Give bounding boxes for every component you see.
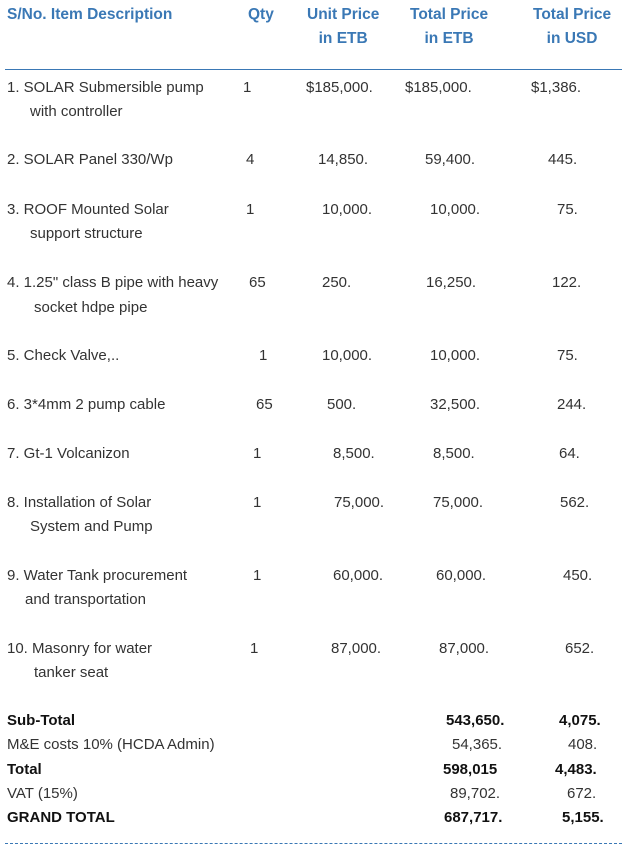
summary-label: Sub-Total bbox=[7, 712, 76, 729]
item-unit-price: 8,500. bbox=[333, 445, 375, 462]
item-total-etb: 10,000. bbox=[430, 201, 481, 218]
item-description: 8. Installation of Solar bbox=[7, 494, 152, 511]
summary-label: Total bbox=[7, 761, 42, 778]
item-total-usd: 75. bbox=[557, 201, 578, 218]
item-unit-price: 10,000. bbox=[322, 347, 373, 364]
summary-label: GRAND TOTAL bbox=[7, 809, 115, 826]
header-total-etb-line2: in ETB bbox=[424, 30, 474, 47]
header-unit-price-line1: Unit Price bbox=[307, 6, 380, 23]
item-unit-price: 75,000. bbox=[334, 494, 385, 511]
item-unit-price: 250. bbox=[322, 274, 352, 291]
item-description: 6. 3*4mm 2 pump cable bbox=[7, 396, 166, 413]
item-description: 10. Masonry for water bbox=[7, 640, 153, 657]
summary-total-etb: 598,015 bbox=[443, 761, 498, 778]
item-qty: 4 bbox=[246, 151, 255, 168]
header-total-usd-line2: in USD bbox=[546, 30, 598, 47]
item-unit-price: $185,000. bbox=[306, 79, 373, 96]
item-unit-price: 87,000. bbox=[331, 640, 382, 657]
item-total-etb: 60,000. bbox=[436, 567, 487, 584]
header-qty: Qty bbox=[248, 6, 274, 23]
item-description-cont: with controller bbox=[30, 103, 123, 120]
item-description: 4. 1.25" class B pipe with heavy bbox=[7, 274, 219, 291]
header-unit-price-line2: in ETB bbox=[318, 30, 368, 47]
item-qty: 1 bbox=[259, 347, 268, 364]
item-description: 1. SOLAR Submersible pump bbox=[7, 79, 204, 96]
summary-total-etb: 54,365. bbox=[452, 736, 503, 753]
item-total-etb: 75,000. bbox=[433, 494, 484, 511]
item-qty: 1 bbox=[246, 201, 255, 218]
item-total-etb: 59,400. bbox=[425, 151, 476, 168]
header-unit-price bbox=[307, 3, 379, 51]
summary-total-usd: 408. bbox=[568, 736, 598, 753]
item-qty: 65 bbox=[256, 396, 273, 413]
summary-total-usd: 672. bbox=[567, 785, 597, 802]
item-total-usd: 122. bbox=[552, 274, 582, 291]
item-qty: 1 bbox=[253, 494, 262, 511]
item-total-etb: $185,000. bbox=[405, 79, 472, 96]
item-description: 9. Water Tank procurement bbox=[7, 567, 188, 584]
item-description: 7. Gt-1 Volcanizon bbox=[7, 445, 130, 462]
header-total-usd-line1: Total Price bbox=[533, 6, 612, 23]
item-total-etb: 16,250. bbox=[426, 274, 477, 291]
item-qty: 1 bbox=[243, 79, 252, 96]
header-divider bbox=[5, 69, 622, 70]
item-description-cont: support structure bbox=[30, 225, 143, 242]
item-total-etb: 10,000. bbox=[430, 347, 481, 364]
item-total-usd: 244. bbox=[557, 396, 587, 413]
item-qty: 1 bbox=[250, 640, 259, 657]
item-description-cont: tanker seat bbox=[34, 664, 109, 681]
item-total-usd: 445. bbox=[548, 151, 578, 168]
item-unit-price: 500. bbox=[327, 396, 357, 413]
item-total-usd: 75. bbox=[557, 347, 578, 364]
item-total-usd: 450. bbox=[563, 567, 593, 584]
item-qty: 1 bbox=[253, 567, 262, 584]
summary-label: VAT (15%) bbox=[7, 785, 78, 802]
footer-divider bbox=[5, 843, 622, 844]
item-description: 5. Check Valve,.. bbox=[7, 347, 120, 364]
summary-total-etb: 687,717. bbox=[444, 809, 503, 826]
summary-total-usd: 5,155. bbox=[562, 809, 604, 826]
item-total-etb: 87,000. bbox=[439, 640, 490, 657]
summary-label: M&E costs 10% (HCDA Admin) bbox=[7, 736, 215, 753]
item-description-cont: socket hdpe pipe bbox=[34, 299, 148, 316]
header-total-usd bbox=[533, 3, 611, 51]
header-total-etb-line1: Total Price bbox=[410, 6, 489, 23]
item-total-usd: 562. bbox=[560, 494, 590, 511]
summary-total-etb: 543,650. bbox=[446, 712, 505, 729]
header-total-etb bbox=[410, 3, 488, 51]
item-description: 2. SOLAR Panel 330/Wp bbox=[7, 151, 173, 168]
item-total-etb: 32,500. bbox=[430, 396, 481, 413]
item-total-etb: 8,500. bbox=[433, 445, 475, 462]
item-unit-price: 60,000. bbox=[333, 567, 384, 584]
header-sno-description: S/No. Item Description bbox=[7, 6, 173, 23]
item-description-cont: and transportation bbox=[25, 591, 146, 608]
summary-total-usd: 4,075. bbox=[559, 712, 601, 729]
item-unit-price: 10,000. bbox=[322, 201, 373, 218]
summary-total-usd: 4,483. bbox=[555, 761, 597, 778]
item-description-cont: System and Pump bbox=[30, 518, 153, 535]
item-total-usd: $1,386. bbox=[531, 79, 582, 96]
summary-total-etb: 89,702. bbox=[450, 785, 501, 802]
item-unit-price: 14,850. bbox=[318, 151, 369, 168]
item-total-usd: 64. bbox=[559, 445, 580, 462]
item-description: 3. ROOF Mounted Solar bbox=[7, 201, 169, 218]
item-qty: 1 bbox=[253, 445, 262, 462]
item-qty: 65 bbox=[249, 274, 266, 291]
item-total-usd: 652. bbox=[565, 640, 595, 657]
